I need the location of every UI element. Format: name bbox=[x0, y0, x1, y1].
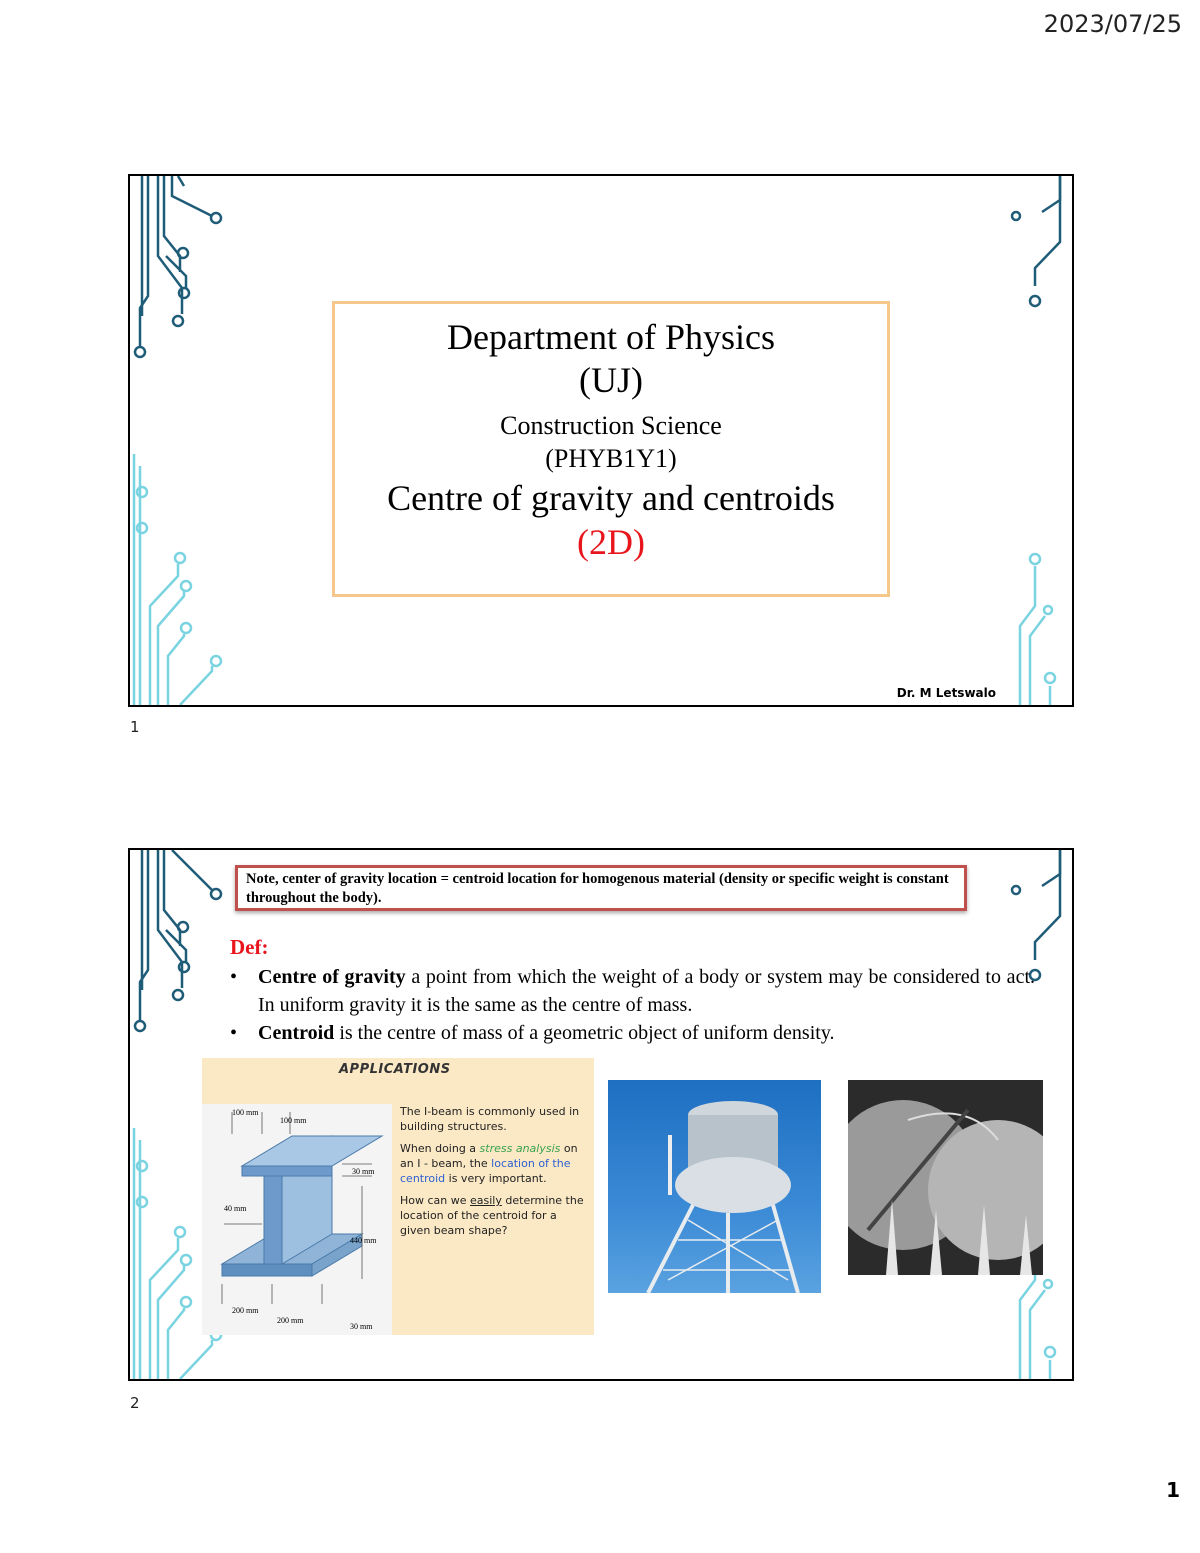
course-name: Construction Science bbox=[500, 411, 722, 440]
definition-text: a point from which the weight of a body or system may be considered to act. In uniform gravity it is the same as the centre of mass. bbox=[258, 966, 1035, 1016]
university-abbrev: (UJ) bbox=[579, 360, 643, 400]
applications-title: APPLICATIONS bbox=[339, 1062, 451, 1077]
applications-panel bbox=[202, 1058, 594, 1335]
applications-paragraph: How can we easily determine the location of the centroid for a given beam shape? bbox=[400, 1194, 584, 1237]
dimension-label: 200 mm bbox=[232, 1306, 259, 1315]
print-date: 2023/07/25 bbox=[1043, 10, 1182, 38]
dimension-label: 100 mm bbox=[232, 1108, 259, 1117]
definition-term: Centroid bbox=[258, 1022, 335, 1044]
course-code: (PHYB1Y1) bbox=[545, 444, 677, 473]
i-beam-icon bbox=[202, 1104, 392, 1335]
dimension-label: 100 mm bbox=[280, 1116, 307, 1125]
definition-list bbox=[230, 963, 1035, 1047]
definition-item bbox=[230, 963, 1035, 1019]
definition-term: Centre of gravity bbox=[258, 966, 406, 988]
dimension-label: 200 mm bbox=[277, 1316, 304, 1325]
slide-number-1: 1 bbox=[130, 718, 140, 736]
slide-2 bbox=[128, 848, 1074, 1381]
title-box bbox=[332, 301, 890, 597]
dimension-label: 40 mm bbox=[224, 1204, 247, 1213]
gas-spheres-photo bbox=[848, 1080, 1043, 1275]
slide-number-2: 2 bbox=[130, 1394, 140, 1412]
slide-1 bbox=[128, 174, 1074, 707]
i-beam-diagram bbox=[202, 1104, 392, 1335]
dimension-label: 30 mm bbox=[352, 1167, 375, 1176]
water-tower-icon bbox=[608, 1080, 821, 1293]
definition-heading: Def: bbox=[230, 935, 269, 959]
applications-text bbox=[400, 1104, 590, 1245]
topic-dimension: (2D) bbox=[577, 522, 645, 562]
dimension-label: 30 mm bbox=[350, 1322, 373, 1331]
spherical-tanks-icon bbox=[848, 1080, 1043, 1275]
applications-paragraph: When doing a stress analysis on an I - beam, the location of the centroid is very important. bbox=[400, 1142, 578, 1185]
page-number: 1 bbox=[1166, 1478, 1180, 1502]
department-title: Department of Physics bbox=[447, 317, 775, 357]
definition-text: is the centre of mass of a geometric object of uniform density. bbox=[334, 1022, 835, 1044]
applications-paragraph: The I-beam is commonly used in building structures. bbox=[400, 1105, 580, 1133]
dimension-label: 440 mm bbox=[350, 1236, 377, 1245]
note-box: Note, center of gravity location = centroid location for homogenous material (density or specific weight is constant throughout the body). bbox=[235, 865, 967, 911]
topic-title: Centre of gravity and centroids bbox=[387, 478, 835, 518]
water-tower-photo bbox=[608, 1080, 821, 1293]
definition-item bbox=[230, 1019, 1035, 1047]
author-name: Dr. M Letswalo bbox=[896, 686, 996, 700]
